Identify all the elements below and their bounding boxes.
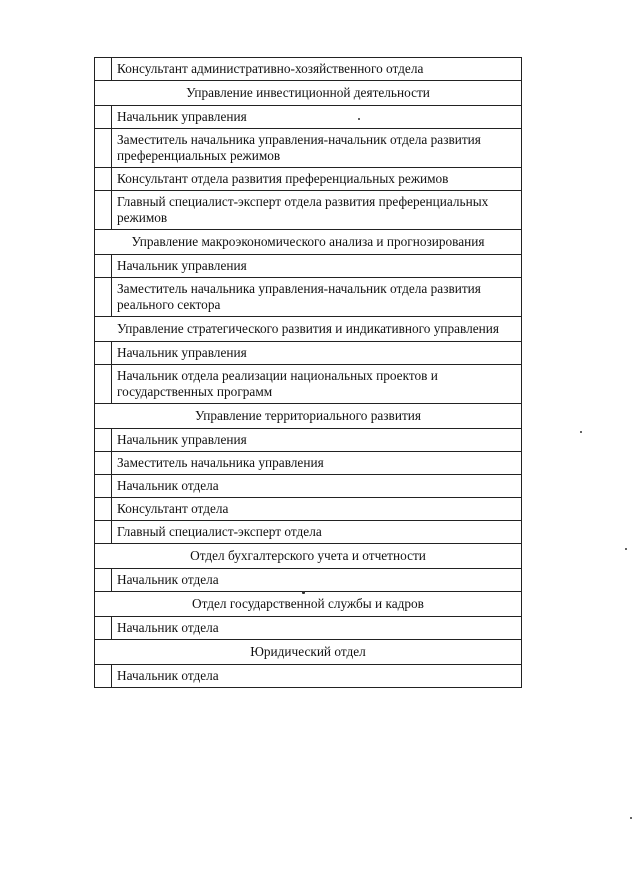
section-title: Управление инвестиционной деятельности [95,81,522,106]
position-title: Консультант отдела развития преференциальных режимов [112,168,522,191]
section-header-row [95,81,522,106]
position-row [95,665,522,688]
section-header-row [95,230,522,255]
section-title: Отдел государственной службы и кадров [95,592,522,617]
row-number-cell [95,429,112,452]
position-title: Начальник управления [112,255,522,278]
position-title: Главный специалист-эксперт отдела развития преференциальных режимов [112,191,522,230]
row-number-cell [95,521,112,544]
position-title: Начальник управления [112,342,522,365]
position-row [95,191,522,230]
row-number-cell [95,452,112,475]
row-number-cell [95,475,112,498]
position-title: Консультант отдела [112,498,522,521]
position-row [95,429,522,452]
row-number-cell [95,665,112,688]
position-row [95,365,522,404]
section-title: Отдел бухгалтерского учета и отчетности [95,544,522,569]
position-title: Начальник отдела [112,617,522,640]
position-row [95,106,522,129]
position-title: Заместитель начальника управления-начальник отдела развития преференциальных режимов [112,129,522,168]
section-header-row [95,544,522,569]
position-row [95,452,522,475]
position-title: Заместитель начальника управления-начальник отдела развития реального сектора [112,278,522,317]
position-row [95,278,522,317]
position-row [95,498,522,521]
position-title: Главный специалист-эксперт отдела [112,521,522,544]
scan-speck [580,431,582,433]
row-number-cell [95,191,112,230]
positions-table [94,57,522,688]
position-row [95,475,522,498]
position-title: Начальник отдела [112,569,522,592]
section-title: Юридический отдел [95,640,522,665]
row-number-cell [95,569,112,592]
section-title: Управление макроэкономического анализа и прогнозирования [95,230,522,255]
row-number-cell [95,278,112,317]
position-title: Консультант административно-хозяйственного отдела [112,58,522,81]
positions-table-body [95,58,522,688]
section-header-row [95,317,522,342]
position-row [95,168,522,191]
position-row [95,342,522,365]
row-number-cell [95,498,112,521]
scan-speck [302,591,305,594]
position-row [95,129,522,168]
section-header-row [95,404,522,429]
position-row [95,255,522,278]
scan-speck [625,548,627,550]
row-number-cell [95,129,112,168]
position-row [95,521,522,544]
section-header-row [95,592,522,617]
scan-speck [630,817,632,819]
position-title: Заместитель начальника управления [112,452,522,475]
position-row [95,617,522,640]
position-title: Начальник отдела реализации национальных проектов и государственных программ [112,365,522,404]
section-title: Управление стратегического развития и индикативного управления [95,317,522,342]
row-number-cell [95,255,112,278]
row-number-cell [95,365,112,404]
row-number-cell [95,58,112,81]
position-title: Начальник управления [112,429,522,452]
position-row [95,58,522,81]
row-number-cell [95,617,112,640]
section-title: Управление территориального развития [95,404,522,429]
position-row [95,569,522,592]
position-title: Начальник отдела [112,475,522,498]
scan-speck [358,118,360,120]
row-number-cell [95,168,112,191]
section-header-row [95,640,522,665]
row-number-cell [95,106,112,129]
row-number-cell [95,342,112,365]
position-title: Начальник отдела [112,665,522,688]
position-title: Начальник управления [112,106,522,129]
